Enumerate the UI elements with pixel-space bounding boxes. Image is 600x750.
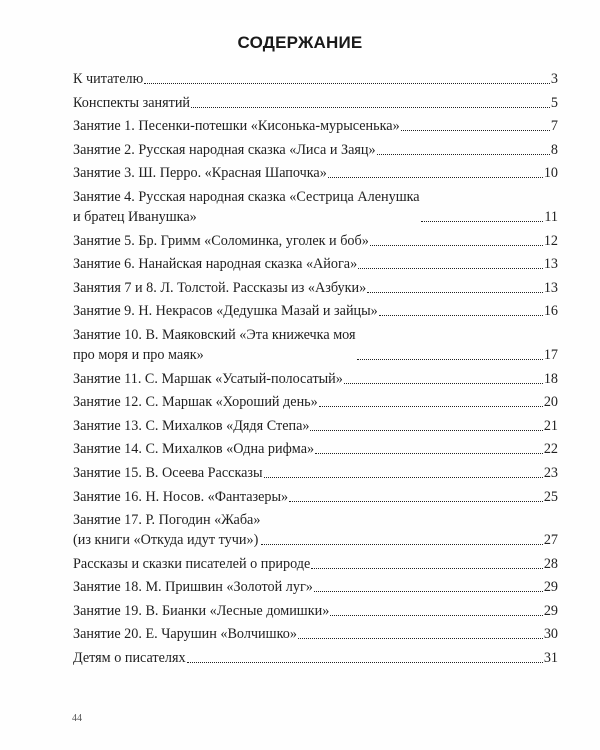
dot-leader: [401, 130, 550, 131]
toc-entry: [73, 71, 558, 88]
toc-entry-title-line: Занятие 3. Ш. Перро. «Красная Шапочка»: [73, 165, 327, 182]
toc-entry-title-line: Занятие 13. С. Михалков «Дядя Степа»: [73, 417, 310, 434]
toc-entry-page: 8: [550, 141, 558, 158]
toc-entry-page: 30: [543, 626, 558, 643]
page-number: 44: [72, 713, 82, 724]
toc-entry-title: [73, 95, 190, 112]
toc-entry: [73, 489, 558, 506]
dot-leader: [357, 359, 543, 360]
toc-entry-title: [73, 418, 309, 435]
toc-entry-page: 20: [543, 394, 558, 411]
toc-entry-title-line: Детям о писателях: [73, 650, 186, 667]
dot-leader: [367, 292, 543, 293]
dot-leader: [377, 154, 550, 155]
toc-entry: [73, 512, 558, 549]
toc-entry-title-line: Занятие 20. Е. Чарушин «Волчишко»: [73, 626, 297, 643]
dot-leader: [310, 430, 542, 431]
toc-entry-page: 7: [550, 118, 558, 135]
toc-entry-title: [73, 626, 297, 643]
toc-entry: [73, 418, 558, 435]
toc-entry-title-line: Занятие 18. М. Пришвин «Золотой луг»: [73, 579, 313, 596]
dot-leader: [379, 315, 543, 316]
toc-entry-page: 21: [543, 417, 558, 434]
toc-entry: [73, 327, 558, 364]
toc-entry-page: 28: [543, 555, 558, 572]
dot-leader: [191, 107, 550, 108]
toc-entry-page: 5: [550, 94, 558, 111]
toc-entry-title-line: Занятие 5. Бр. Гримм «Соломинка, уголек и боб»: [73, 232, 369, 249]
toc-entry: [73, 626, 558, 643]
toc-entry: [73, 256, 558, 273]
dot-leader: [421, 221, 544, 222]
toc-entry-page: 27: [543, 532, 558, 549]
toc-entry-title-line: и братец Иванушка»: [73, 208, 197, 225]
toc-entry: [73, 189, 558, 226]
toc-entry-title-line: Занятие 19. В. Бианки «Лесные домишки»: [73, 602, 330, 619]
dot-leader: [261, 544, 542, 545]
toc-entry-title-line: Занятие 9. Н. Некрасов «Дедушка Мазай и зайцы»: [73, 303, 378, 320]
toc-entry-title: [73, 465, 263, 482]
toc-entry-title-line: Занятие 6. Нанайская народная сказка «Айога»: [73, 256, 358, 273]
toc-entry-title: [73, 303, 378, 320]
toc-entry-page: 25: [543, 488, 558, 505]
toc-entry-title: [73, 489, 288, 506]
page-title: СОДЕРЖАНИЕ: [237, 33, 363, 52]
dot-leader: [289, 501, 543, 502]
toc-entry-page: 17: [543, 346, 558, 363]
toc-entry-title: [73, 327, 356, 364]
toc-entry: [73, 142, 558, 159]
toc-entry-title: [73, 650, 186, 667]
toc-entry-page: 29: [543, 579, 558, 596]
toc-entry-title: [73, 71, 143, 88]
toc-entry-page: 13: [543, 279, 558, 296]
toc-entry-page: 23: [543, 464, 558, 481]
toc-entry: [73, 394, 558, 411]
toc-entry-title: [73, 256, 357, 273]
toc-entry-page: 3: [550, 71, 558, 87]
toc-entry-title-line: Занятия 7 и 8. Л. Толстой. Рассказы из «Азбуки»: [73, 279, 367, 296]
toc-entry-title-line: Рассказы и сказки писателей о природе: [73, 555, 311, 572]
toc-entry-title-line: Занятие 15. В. Осеева Рассказы: [73, 464, 263, 481]
toc-entry-title: [73, 118, 400, 135]
dot-leader: [298, 638, 543, 639]
toc-entry-title-line: Занятие 4. Русская народная сказка «Сестрица Аленушка: [73, 188, 420, 205]
toc-entry: [73, 280, 558, 297]
toc-entry-page: 18: [543, 370, 558, 387]
toc-entry: [73, 465, 558, 482]
dot-leader: [144, 83, 550, 84]
dot-leader: [187, 662, 543, 663]
toc-entry: [73, 371, 558, 388]
toc-entry-title-line: Занятие 2. Русская народная сказка «Лиса и Заяц»: [73, 141, 376, 158]
toc-entry-title: [73, 579, 313, 596]
toc-entry-title-line: Занятие 10. В. Маяковский «Эта книжечка моя: [73, 326, 356, 343]
toc-entry-title-line: Занятие 12. С. Маршак «Хороший день»: [73, 394, 318, 411]
toc-entry-page: 10: [543, 165, 558, 182]
toc-entry-page: 31: [543, 650, 558, 667]
dot-leader: [319, 406, 543, 407]
toc-entry-title-line: Конспекты занятий: [73, 94, 191, 111]
toc-entry: [73, 233, 558, 250]
toc-entry-title-line: Занятие 11. С. Маршак «Усатый-полосатый»: [73, 370, 343, 387]
toc-entry-page: 11: [544, 208, 558, 225]
dot-leader: [264, 477, 543, 478]
toc-entry: [73, 556, 558, 573]
toc-entry-page: 16: [543, 303, 558, 320]
toc-entry: [73, 303, 558, 320]
toc-entry-title: [73, 603, 329, 620]
toc-entry: [73, 579, 558, 596]
toc-entry: [73, 650, 558, 667]
toc-entry-page: 12: [543, 232, 558, 249]
toc-entry-title: [73, 280, 366, 297]
toc-entry-title: [73, 233, 369, 250]
toc-entry-title-line: Занятие 16. Н. Носов. «Фантазеры»: [73, 488, 289, 505]
toc-entry-title: [73, 512, 260, 549]
toc-entry-page: 29: [543, 602, 558, 619]
toc-entry: [73, 118, 558, 135]
dot-leader: [315, 453, 543, 454]
toc-entry-title-line: Занятие 1. Песенки-потешки «Кисонька-мурысенька»: [73, 118, 400, 135]
toc-entry-title: [73, 371, 343, 388]
dot-leader: [358, 268, 543, 269]
dot-leader: [311, 568, 543, 569]
toc-entry-page: 13: [543, 256, 558, 273]
toc-entry-title: [73, 394, 318, 411]
toc-entry-title-line: про моря и про маяк»: [73, 346, 204, 363]
dot-leader: [344, 383, 543, 384]
toc-entry-title: [73, 441, 314, 458]
toc-entry-title-line: Занятие 14. С. Михалков «Одна рифма»: [73, 441, 315, 458]
toc-entry-title: [73, 189, 420, 226]
toc-entry-title: [73, 556, 310, 573]
dot-leader: [314, 591, 543, 592]
toc-entry-title: [73, 165, 327, 182]
toc-entry-title-line: К читателю: [73, 71, 144, 87]
toc-entry: [73, 95, 558, 112]
toc-entry: [73, 165, 558, 182]
dot-leader: [370, 245, 543, 246]
dot-leader: [328, 177, 543, 178]
toc-entry-title: [73, 142, 376, 159]
toc-entry-title-line: Занятие 17. Р. Погодин «Жаба»: [73, 512, 261, 529]
dot-leader: [330, 615, 543, 616]
toc-entry: [73, 441, 558, 458]
toc-entry-title-line: (из книги «Откуда идут тучи»): [73, 532, 259, 549]
toc-entry-page: 22: [543, 441, 558, 458]
toc-entry: [73, 603, 558, 620]
table-of-contents: [73, 71, 558, 674]
